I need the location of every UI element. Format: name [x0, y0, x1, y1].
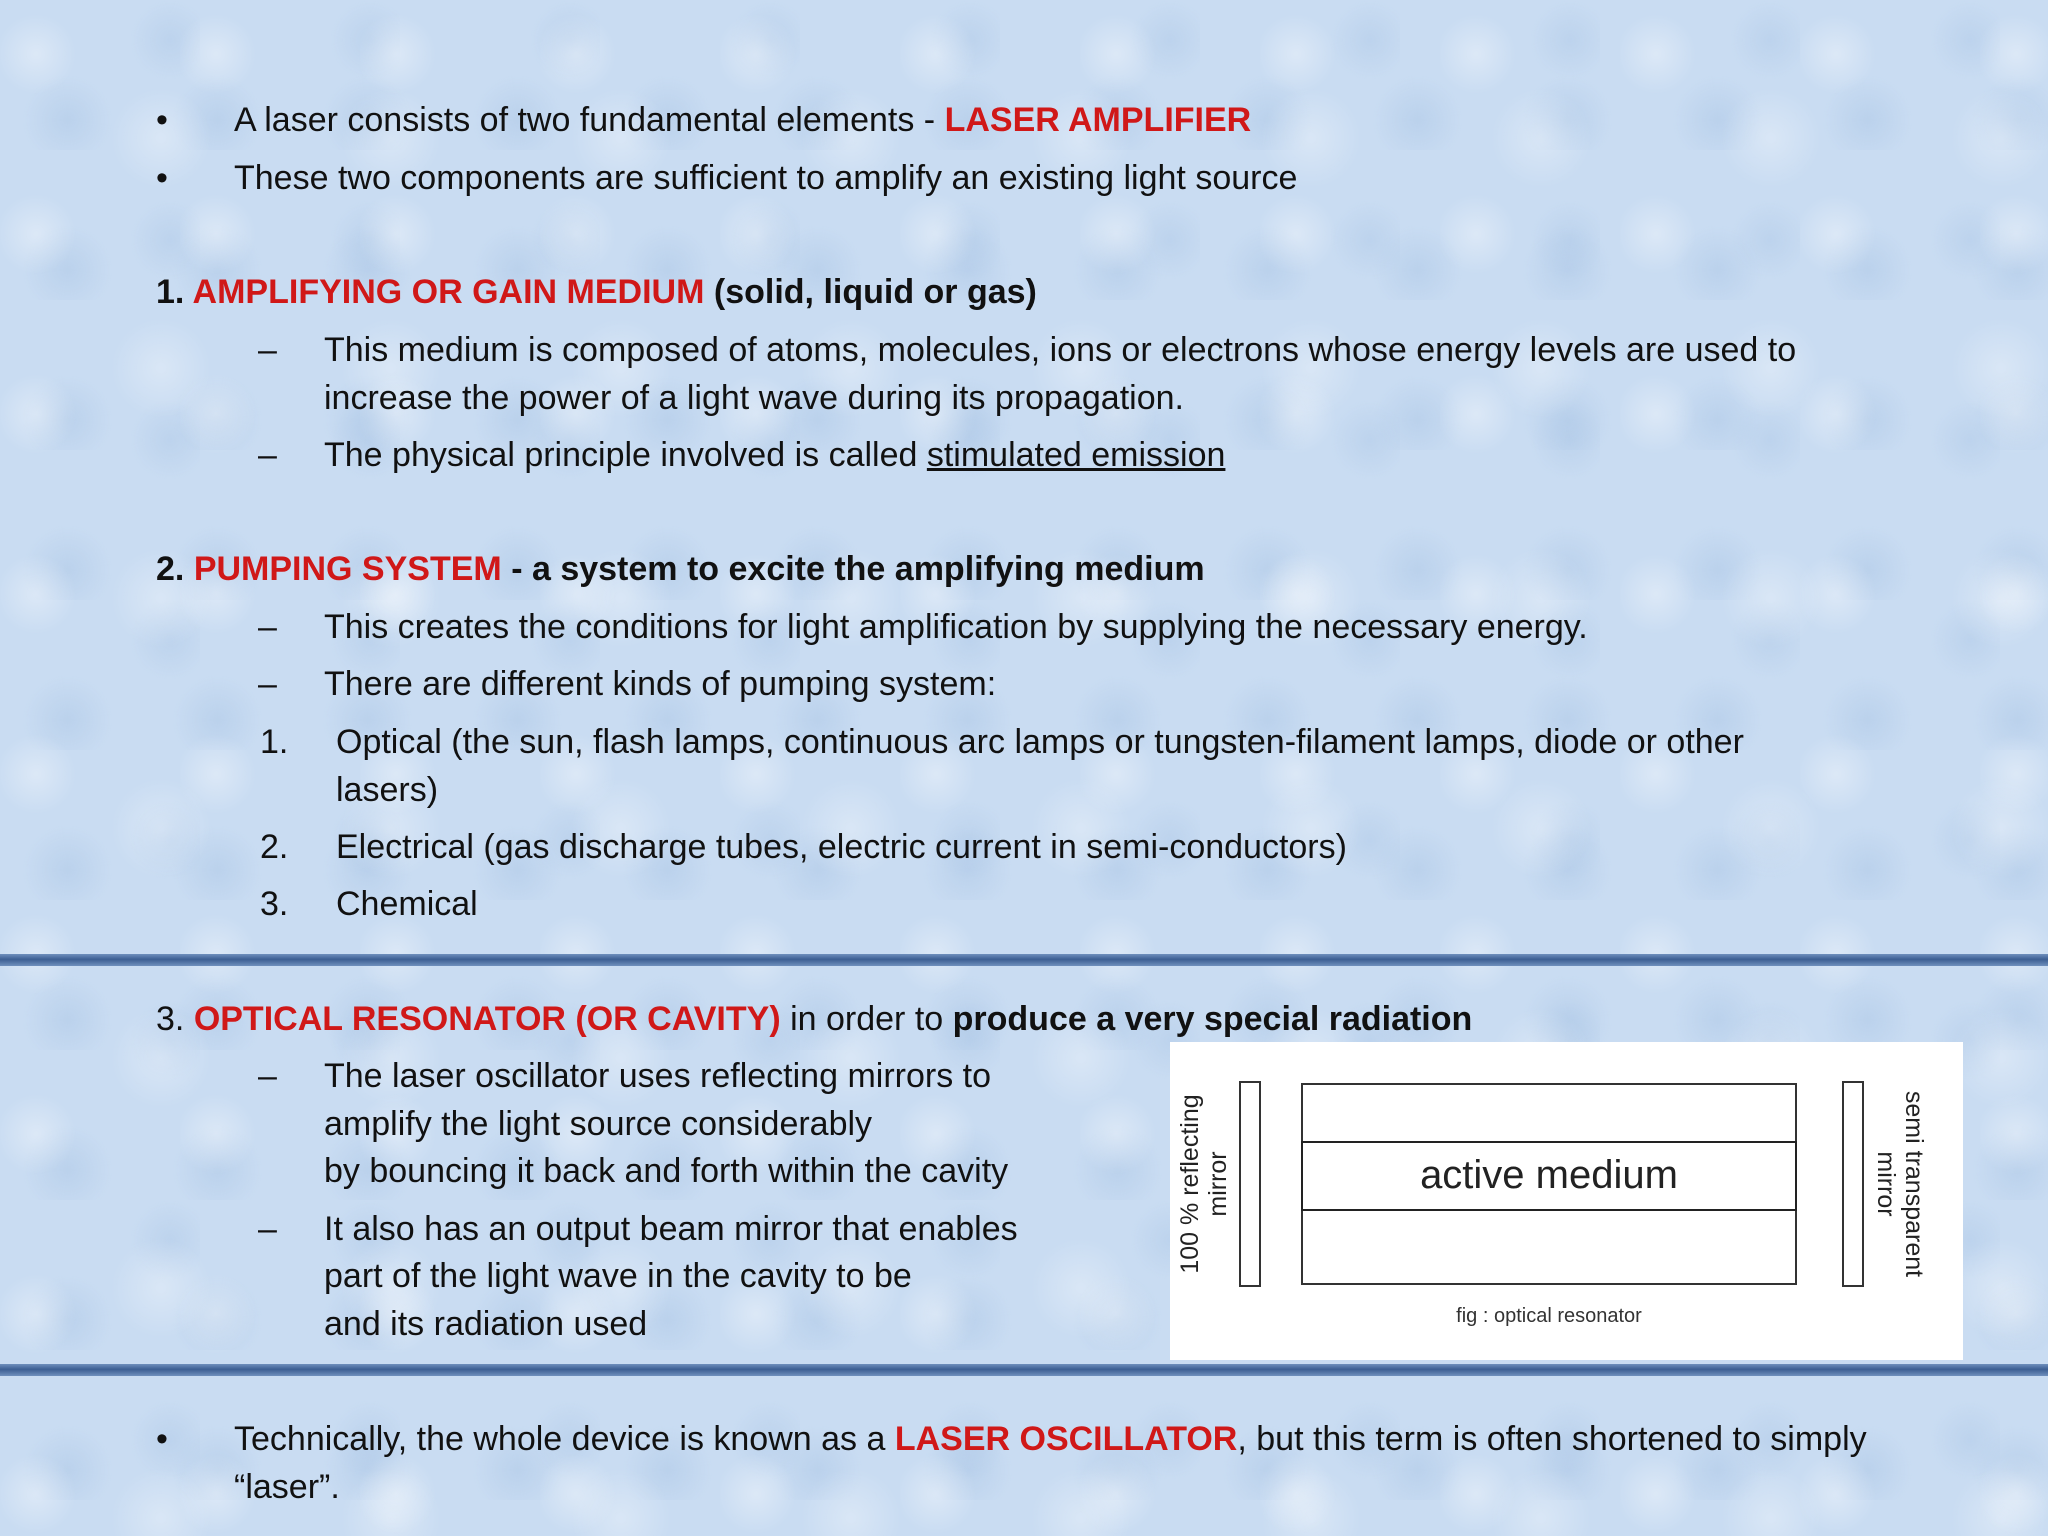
section3-item2-line3: and its radiation used	[324, 1305, 648, 1343]
section2-item2: There are different kinds of pumping system:	[324, 665, 997, 703]
dash-marker: –	[258, 665, 277, 703]
numbered-marker-1: 1.	[260, 723, 289, 761]
section1-item1-line1: This medium is composed of atoms, molecules, ions or electrons whose energy levels are used to	[324, 331, 1797, 369]
semi-transparent-mirror	[1843, 1082, 1863, 1286]
intro-bullet-1-text: A laser consists of two fundamental elements -	[234, 101, 945, 139]
section2-title: PUMPING SYSTEM	[193, 550, 502, 588]
section2-subtitle: - a system to excite the amplifying medium	[501, 550, 1205, 588]
dash-marker: –	[258, 608, 277, 646]
dash-marker: –	[258, 331, 277, 369]
numbered-marker-2: 2.	[260, 828, 289, 866]
section1-subtitle: (solid, liquid or gas)	[704, 273, 1037, 311]
bullet-marker: •	[156, 101, 168, 139]
section1-item2-text: The physical principle involved is called	[324, 436, 927, 474]
dash-marker: –	[258, 436, 277, 474]
pumping-type-electrical: Electrical (gas discharge tubes, electric current in semi-conductors)	[336, 828, 1347, 866]
section3-item1-line3: by bouncing it back and forth within the cavity	[324, 1152, 1009, 1190]
pumping-type-optical-line2: lasers)	[336, 771, 439, 809]
semi-transparent-mirror-label-line2: mirror	[1872, 1151, 1900, 1217]
pumping-type-optical-line1: Optical (the sun, flash lamps, continuous arc lamps or tungsten-filament lamps, diode or other	[336, 723, 1744, 761]
reflecting-mirror-label-line2: mirror	[1204, 1151, 1232, 1217]
active-medium-label: active medium	[1420, 1153, 1678, 1197]
section1-title: AMPLIFYING OR GAIN MEDIUM	[192, 273, 705, 311]
section3-heading	[156, 995, 1472, 1043]
intro-bullet-1	[234, 96, 1251, 144]
section3-mid: in order to	[780, 1000, 953, 1038]
dash-marker: –	[258, 1057, 277, 1095]
dash-marker: –	[258, 1210, 277, 1248]
section2-heading	[156, 545, 1205, 593]
section1-heading	[156, 268, 1037, 316]
section3-number: 3.	[156, 1000, 194, 1038]
conclusion-suffix: , but this term is often shortened to simply	[1237, 1420, 1867, 1458]
figure-caption: fig : optical resonator	[1456, 1305, 1642, 1327]
bullet-marker: •	[156, 1420, 168, 1458]
pumping-type-chemical: Chemical	[336, 885, 478, 923]
section2-number: 2.	[156, 550, 194, 588]
optical-resonator-figure	[1170, 1042, 1963, 1360]
section3-item2-line1: It also has an output beam mirror that enables	[324, 1210, 1018, 1248]
laser-oscillator-term: LASER OSCILLATOR	[894, 1420, 1238, 1458]
bullet-marker: •	[156, 159, 168, 197]
section2-item1: This creates the conditions for light amplification by supplying the necessary energy.	[324, 608, 1588, 646]
section1-item1-line2: increase the power of a light wave during its propagation.	[324, 379, 1184, 417]
section3-bold-end: produce a very special radiation	[952, 1000, 1473, 1038]
section-divider-top	[0, 954, 2048, 966]
section3-item2-line2: part of the light wave in the cavity to be	[324, 1257, 912, 1295]
conclusion-prefix: Technically, the whole device is known as a	[234, 1420, 895, 1458]
section3-item1-line1: The laser oscillator uses reflecting mirrors to	[324, 1057, 992, 1095]
conclusion-line2: “laser”.	[234, 1468, 340, 1506]
stimulated-emission-term: stimulated emission	[926, 436, 1226, 474]
section1-item2	[324, 431, 1225, 479]
reflecting-mirror-label-line1: 100 % reflecting	[1176, 1094, 1204, 1274]
section-divider-bottom	[0, 1364, 2048, 1376]
semi-transparent-mirror-label-line1: semi transparent	[1900, 1090, 1928, 1278]
numbered-marker-3: 3.	[260, 885, 289, 923]
section1-number: 1.	[156, 273, 193, 311]
intro-bullet-2: These two components are sufficient to amplify an existing light source	[234, 159, 1298, 197]
optical-resonator-diagram	[1170, 1042, 1963, 1360]
section3-title: OPTICAL RESONATOR (OR CAVITY)	[193, 1000, 781, 1038]
reflecting-mirror	[1240, 1082, 1260, 1286]
laser-amplifier-term: LASER AMPLIFIER	[944, 101, 1252, 139]
section3-item1-line2: amplify the light source considerably	[324, 1105, 873, 1143]
conclusion-line1	[234, 1415, 1867, 1463]
